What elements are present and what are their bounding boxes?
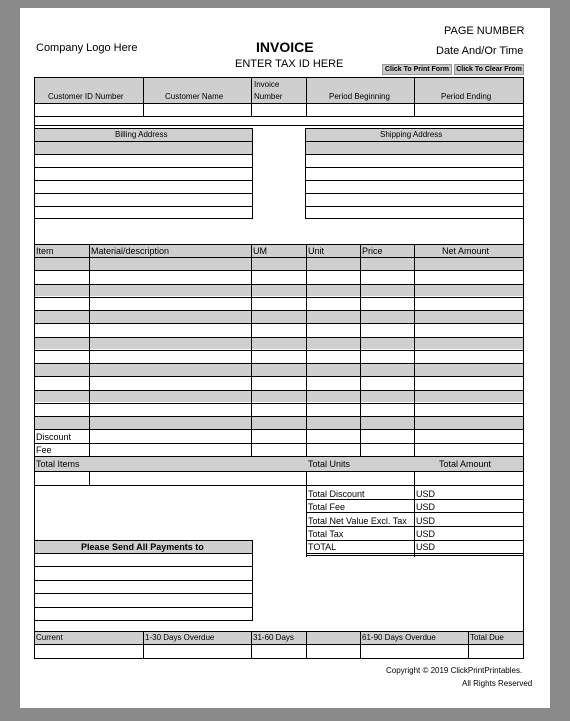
total-fee-currency: USD xyxy=(416,502,436,512)
col-period-ending: Period Ending xyxy=(441,92,492,101)
col-price: Price xyxy=(362,246,383,256)
copyright: Copyright © 2019 ClickPrintPrintables. xyxy=(386,666,523,675)
grand-total-currency: USD xyxy=(416,542,436,552)
fee-label: Fee xyxy=(36,445,52,455)
col-period-beginning: Period Beginning xyxy=(329,92,390,101)
aging-1-30: 1-30 Days Overdue xyxy=(145,633,215,642)
col-um: UM xyxy=(253,246,267,256)
page-number: PAGE NUMBER xyxy=(444,25,525,37)
item-row-bg xyxy=(35,311,523,323)
tax-id: ENTER TAX ID HERE xyxy=(235,58,344,70)
item-row-bg xyxy=(35,364,523,376)
shipping-address-label: Shipping Address xyxy=(380,130,443,139)
total-units-label: Total Units xyxy=(308,459,351,469)
billing-address-label: Billing Address xyxy=(115,130,168,139)
grand-total-label: TOTAL xyxy=(308,542,337,552)
total-amount-label: Total Amount xyxy=(439,459,492,469)
company-logo-placeholder: Company Logo Here xyxy=(36,42,138,54)
invoice-sheet xyxy=(20,8,550,708)
col-invoice-number: Invoice Number xyxy=(254,80,283,101)
aging-31-60: 31-60 Days xyxy=(253,633,294,642)
item-row-bg xyxy=(35,258,523,270)
print-button[interactable]: Click To Print Form xyxy=(382,64,452,75)
total-net-label: Total Net Value Excl. Tax xyxy=(308,516,407,526)
item-row-bg xyxy=(35,417,523,429)
invoice-title: INVOICE xyxy=(256,39,314,55)
total-items-label: Total Items xyxy=(36,459,80,469)
col-material-description: Material/description xyxy=(91,246,170,256)
item-row-bg xyxy=(35,390,523,402)
item-row-bg xyxy=(35,284,523,296)
aging-total-due: Total Due xyxy=(470,633,504,642)
clear-button[interactable]: Click To Clear From xyxy=(454,64,524,75)
col-net-amount: Net Amount xyxy=(442,246,490,256)
aging-current: Current xyxy=(36,633,63,642)
rights-reserved: All Rights Reserved xyxy=(462,679,533,688)
aging-61-90: 61-90 Days Overdue xyxy=(362,633,436,642)
total-discount-label: Total Discount xyxy=(308,489,365,499)
payments-label: Please Send All Payments to xyxy=(81,542,204,552)
col-customer-name: Customer Name xyxy=(165,92,224,101)
total-fee-label: Total Fee xyxy=(308,502,346,512)
col-unit: Unit xyxy=(308,246,325,256)
total-tax-label: Total Tax xyxy=(308,529,344,539)
total-tax-currency: USD xyxy=(416,529,436,539)
discount-label: Discount xyxy=(36,432,72,442)
col-customer-id: Customer ID Number xyxy=(48,92,124,101)
billing-row-bg xyxy=(35,142,252,154)
item-row-bg xyxy=(35,337,523,349)
date-time: Date And/Or Time xyxy=(436,45,524,57)
shipping-row-bg xyxy=(306,142,523,154)
col-item: Item xyxy=(36,246,54,256)
total-net-currency: USD xyxy=(416,516,436,526)
total-discount-currency: USD xyxy=(416,489,436,499)
